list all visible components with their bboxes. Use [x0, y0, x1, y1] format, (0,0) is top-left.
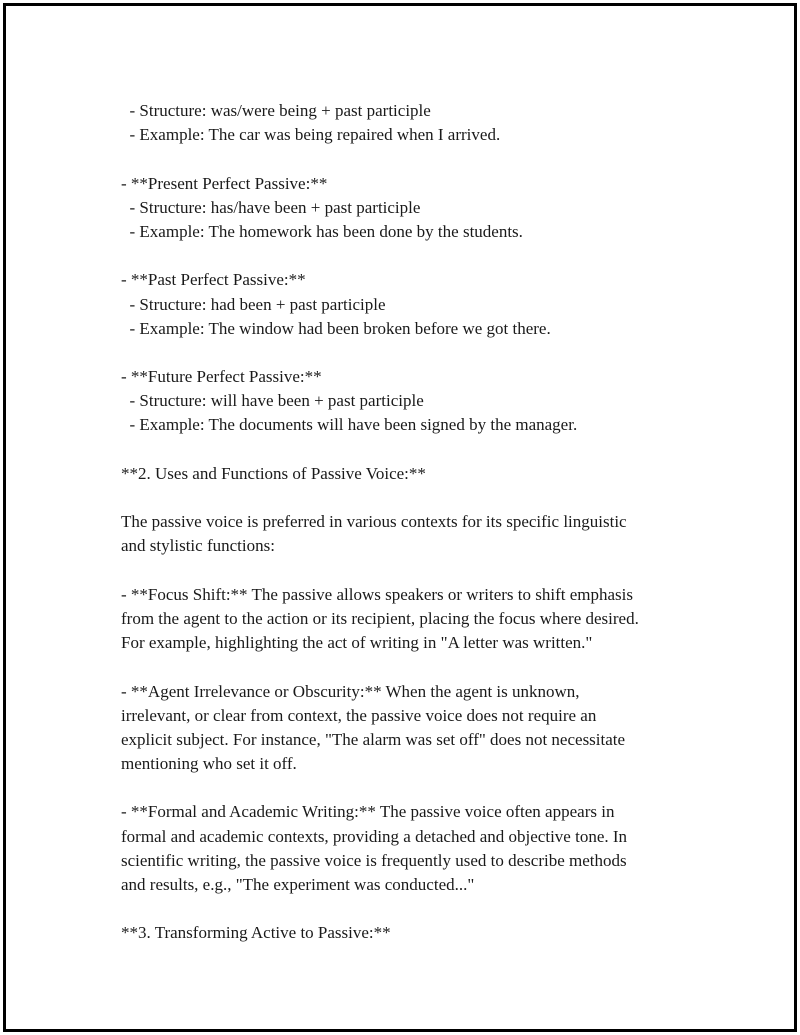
text-line: - Structure: was/were being + past participle [121, 101, 431, 120]
text-line: and results, e.g., "The experiment was conducted..." [121, 875, 475, 894]
text-line: formal and academic contexts, providing a detached and objective tone. In [121, 826, 628, 846]
text-line: scientific writing, the passive voice is frequently used to describe methods [121, 850, 627, 870]
text-line: and stylistic functions: [121, 536, 275, 556]
text-line: irrelevant, or clear from context, the passive voice does not require an [121, 705, 597, 725]
text-line: **3. Transforming Active to Passive:** [121, 923, 391, 943]
text-line: - Example: The homework has been done by the students. [121, 221, 523, 241]
text-line: - Structure: had been + past participle [121, 294, 386, 314]
text-line: - Example: The documents will have been signed by the manager. [121, 415, 578, 435]
blank-line [121, 147, 721, 171]
text-line: mentioning who set it off. [121, 754, 297, 774]
text-line: - **Present Perfect Passive:** [121, 173, 328, 193]
text-line: - **Formal and Academic Writing:** The passive voice often appears in [121, 802, 615, 822]
blank-line [121, 341, 721, 365]
text-line: The passive voice is preferred in various contexts for its specific linguistic [121, 512, 627, 532]
blank-line [121, 244, 721, 268]
document-body [121, 99, 721, 946]
blank-line [121, 438, 721, 462]
text-line: For example, highlighting the act of writing in "A letter was written." [121, 633, 593, 653]
page-frame [3, 3, 797, 1032]
blank-line [121, 559, 721, 583]
blank-line [121, 897, 721, 921]
text-line: - Example: The car was being repaired when I arrived. [121, 125, 501, 145]
text-line: - **Agent Irrelevance or Obscurity:** When the agent is unknown, [121, 681, 580, 701]
text-line: - **Future Perfect Passive:** [121, 367, 322, 387]
text-line: - Example: The window had been broken before we got there. [121, 318, 551, 338]
text-line: - **Focus Shift:** The passive allows speakers or writers to shift emphasis [121, 584, 633, 604]
text-line: - Structure: has/have been + past participle [121, 197, 421, 217]
text-line: **2. Uses and Functions of Passive Voice:** [121, 463, 426, 483]
text-line: from the agent to the action or its recipient, placing the focus where desired. [121, 608, 639, 628]
text-line: - Structure: will have been + past participle [121, 391, 424, 411]
blank-line [121, 776, 721, 800]
text-line: explicit subject. For instance, "The alarm was set off" does not necessitate [121, 729, 626, 749]
text-line: - **Past Perfect Passive:** [121, 270, 306, 290]
blank-line [121, 486, 721, 510]
blank-line [121, 655, 721, 679]
